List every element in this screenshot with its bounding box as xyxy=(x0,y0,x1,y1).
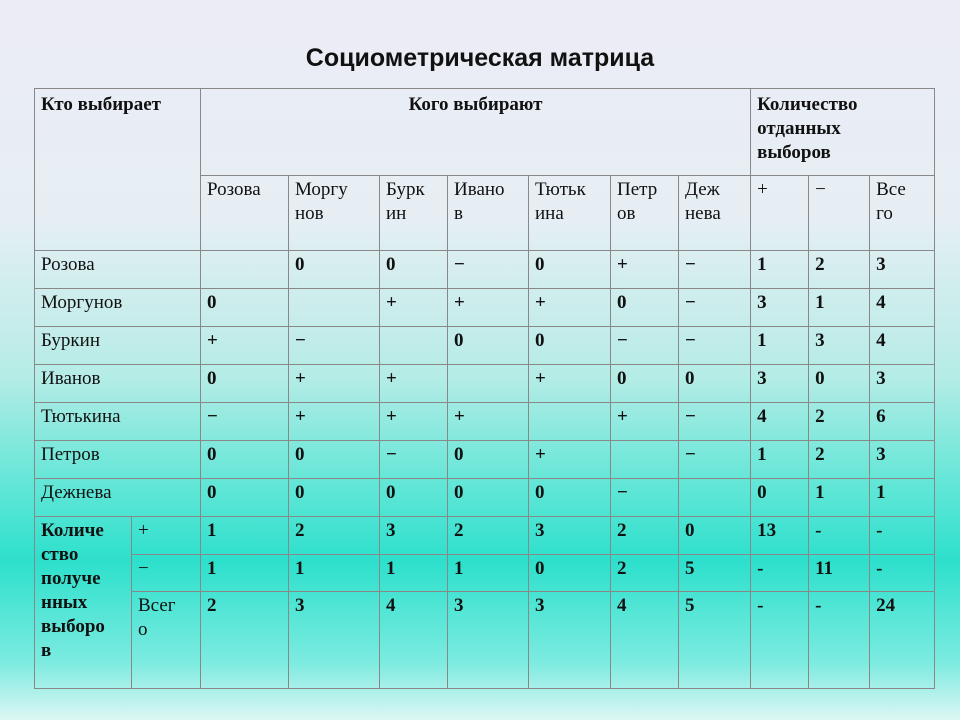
received-row xyxy=(35,517,935,555)
matrix-cell: − xyxy=(611,327,679,365)
matrix-cell: 0 xyxy=(448,327,529,365)
matrix-cell: + xyxy=(380,365,448,403)
row-name: Моргунов xyxy=(35,289,201,327)
received-sign-line: Всег xyxy=(138,595,176,616)
row-name: Розова xyxy=(35,251,201,289)
matrix-cell: 0 xyxy=(529,327,611,365)
received-label-line: в xyxy=(41,640,52,661)
given-total-cell: 3 xyxy=(870,441,935,479)
matrix-cell xyxy=(201,251,289,289)
matrix-cell: + xyxy=(611,251,679,289)
given-total-cell: 4 xyxy=(870,289,935,327)
given-minus-cell: 0 xyxy=(809,365,870,403)
column-header-ivanov: Ивано в xyxy=(448,176,529,251)
header-who-chooses: Кто выбирает xyxy=(35,89,201,251)
received-cell: 3 xyxy=(448,592,529,689)
matrix-cell xyxy=(289,289,380,327)
matrix-cell xyxy=(679,479,751,517)
received-cell: 3 xyxy=(529,517,611,555)
received-cell: 1 xyxy=(201,517,289,555)
matrix-cell: − xyxy=(289,327,380,365)
given-minus-cell: 1 xyxy=(809,479,870,517)
received-cell: 2 xyxy=(448,517,529,555)
matrix-cell: + xyxy=(289,365,380,403)
table-row xyxy=(35,289,935,327)
table-row xyxy=(35,479,935,517)
row-name: Иванов xyxy=(35,365,201,403)
matrix-cell: 0 xyxy=(679,365,751,403)
given-plus-cell: 1 xyxy=(751,251,809,289)
received-cell: 2 xyxy=(611,517,679,555)
received-cell: 0 xyxy=(529,555,611,592)
given-minus-cell: 3 xyxy=(809,327,870,365)
table-row xyxy=(35,327,935,365)
received-plus-cell: - xyxy=(751,555,809,592)
header-whom-chosen: Кого выбирают xyxy=(201,89,751,176)
row-name: Петров xyxy=(35,441,201,479)
given-plus-cell: 3 xyxy=(751,289,809,327)
matrix-cell: + xyxy=(611,403,679,441)
row-name: Тютькина xyxy=(35,403,201,441)
matrix-cell: + xyxy=(529,289,611,327)
matrix-cell: 0 xyxy=(529,251,611,289)
matrix-cell xyxy=(611,441,679,479)
given-total-cell: 3 xyxy=(870,365,935,403)
received-label-line: нных xyxy=(41,592,88,613)
matrix-cell: − xyxy=(380,441,448,479)
received-cell: 1 xyxy=(380,555,448,592)
matrix-cell: + xyxy=(380,403,448,441)
given-minus-cell: 2 xyxy=(809,403,870,441)
header-given-line: Количество xyxy=(757,94,858,115)
received-label-line: ство xyxy=(41,544,79,565)
row-name: Дежнева xyxy=(35,479,201,517)
received-cell: 0 xyxy=(679,517,751,555)
given-total-cell: 1 xyxy=(870,479,935,517)
matrix-cell: 0 xyxy=(611,365,679,403)
matrix-cell: + xyxy=(448,289,529,327)
matrix-cell: 0 xyxy=(201,289,289,327)
column-header-plus: + xyxy=(751,176,809,251)
received-cell: 3 xyxy=(289,592,380,689)
received-cell: 5 xyxy=(679,592,751,689)
table-row xyxy=(35,365,935,403)
received-cell: 1 xyxy=(289,555,380,592)
sociometric-matrix-table xyxy=(34,88,935,689)
matrix-cell: 0 xyxy=(289,251,380,289)
received-cell: 5 xyxy=(679,555,751,592)
received-sign xyxy=(132,517,201,555)
received-minus-cell: 11 xyxy=(809,555,870,592)
received-label xyxy=(35,517,132,689)
matrix-cell: + xyxy=(529,441,611,479)
matrix-cell: 0 xyxy=(201,441,289,479)
matrix-cell: − xyxy=(679,289,751,327)
matrix-cell: 0 xyxy=(448,479,529,517)
given-plus-cell: 1 xyxy=(751,441,809,479)
column-header-tyutkina: Тютьк ина xyxy=(529,176,611,251)
given-plus-cell: 1 xyxy=(751,327,809,365)
table-row xyxy=(35,403,935,441)
column-header-dezhneva: Деж нева xyxy=(679,176,751,251)
given-minus-cell: 2 xyxy=(809,251,870,289)
received-plus-cell: 13 xyxy=(751,517,809,555)
received-cell: 2 xyxy=(611,555,679,592)
matrix-cell: − xyxy=(611,479,679,517)
received-row xyxy=(35,555,935,592)
matrix-cell: 0 xyxy=(201,365,289,403)
table-row xyxy=(35,441,935,479)
matrix-cell: − xyxy=(679,327,751,365)
matrix-cell: − xyxy=(679,251,751,289)
received-label-line: Количе xyxy=(41,520,104,541)
received-cell: 1 xyxy=(448,555,529,592)
page-title: Социометрическая матрица xyxy=(305,44,655,72)
received-sign-line: о xyxy=(138,619,148,640)
received-minus-cell: - xyxy=(809,517,870,555)
column-header-total: Все го xyxy=(870,176,935,251)
received-total-cell: 24 xyxy=(870,592,935,689)
matrix-cell: − xyxy=(201,403,289,441)
matrix-cell: 0 xyxy=(201,479,289,517)
received-cell: 3 xyxy=(529,592,611,689)
column-header-minus: − xyxy=(809,176,870,251)
matrix-cell: − xyxy=(679,403,751,441)
matrix-cell xyxy=(529,403,611,441)
matrix-cell xyxy=(448,365,529,403)
given-minus-cell: 2 xyxy=(809,441,870,479)
matrix-cell: + xyxy=(289,403,380,441)
received-label-line: выборо xyxy=(41,616,105,637)
matrix-cell: 0 xyxy=(380,251,448,289)
matrix-cell: 0 xyxy=(529,479,611,517)
column-header-morgunov: Моргу нов xyxy=(289,176,380,251)
column-header-rozova: Розова xyxy=(201,176,289,251)
given-total-cell: 3 xyxy=(870,251,935,289)
received-total-cell: - xyxy=(870,517,935,555)
matrix-cell: 0 xyxy=(611,289,679,327)
matrix-cell: + xyxy=(529,365,611,403)
matrix-cell: 0 xyxy=(289,441,380,479)
received-cell: 2 xyxy=(289,517,380,555)
given-total-cell: 6 xyxy=(870,403,935,441)
column-header-petrov: Петр ов xyxy=(611,176,679,251)
matrix-cell xyxy=(380,327,448,365)
matrix-cell: + xyxy=(201,327,289,365)
received-label-line: получе xyxy=(41,568,101,589)
received-sign-line: + xyxy=(138,520,149,541)
received-total-cell: - xyxy=(870,555,935,592)
given-plus-cell: 4 xyxy=(751,403,809,441)
matrix-cell: − xyxy=(679,441,751,479)
given-plus-cell: 0 xyxy=(751,479,809,517)
header-given-line: выборов xyxy=(757,142,831,163)
matrix-cell: + xyxy=(448,403,529,441)
given-total-cell: 4 xyxy=(870,327,935,365)
table-row xyxy=(35,251,935,289)
received-plus-cell: - xyxy=(751,592,809,689)
matrix-cell: − xyxy=(448,251,529,289)
received-sign-line: − xyxy=(138,558,149,579)
row-name: Буркин xyxy=(35,327,201,365)
header-given-choices xyxy=(751,89,935,176)
received-cell: 3 xyxy=(380,517,448,555)
given-minus-cell: 1 xyxy=(809,289,870,327)
matrix-cell: 0 xyxy=(289,479,380,517)
received-cell: 4 xyxy=(380,592,448,689)
received-cell: 2 xyxy=(201,592,289,689)
matrix-cell: 0 xyxy=(448,441,529,479)
received-sign xyxy=(132,555,201,592)
header-given-line: отданных xyxy=(757,118,841,139)
received-minus-cell: - xyxy=(809,592,870,689)
received-cell: 4 xyxy=(611,592,679,689)
matrix-cell: + xyxy=(380,289,448,327)
given-plus-cell: 3 xyxy=(751,365,809,403)
column-header-burkin: Бурк ин xyxy=(380,176,448,251)
received-row xyxy=(35,592,935,689)
received-sign xyxy=(132,592,201,689)
received-cell: 1 xyxy=(201,555,289,592)
matrix-cell: 0 xyxy=(380,479,448,517)
